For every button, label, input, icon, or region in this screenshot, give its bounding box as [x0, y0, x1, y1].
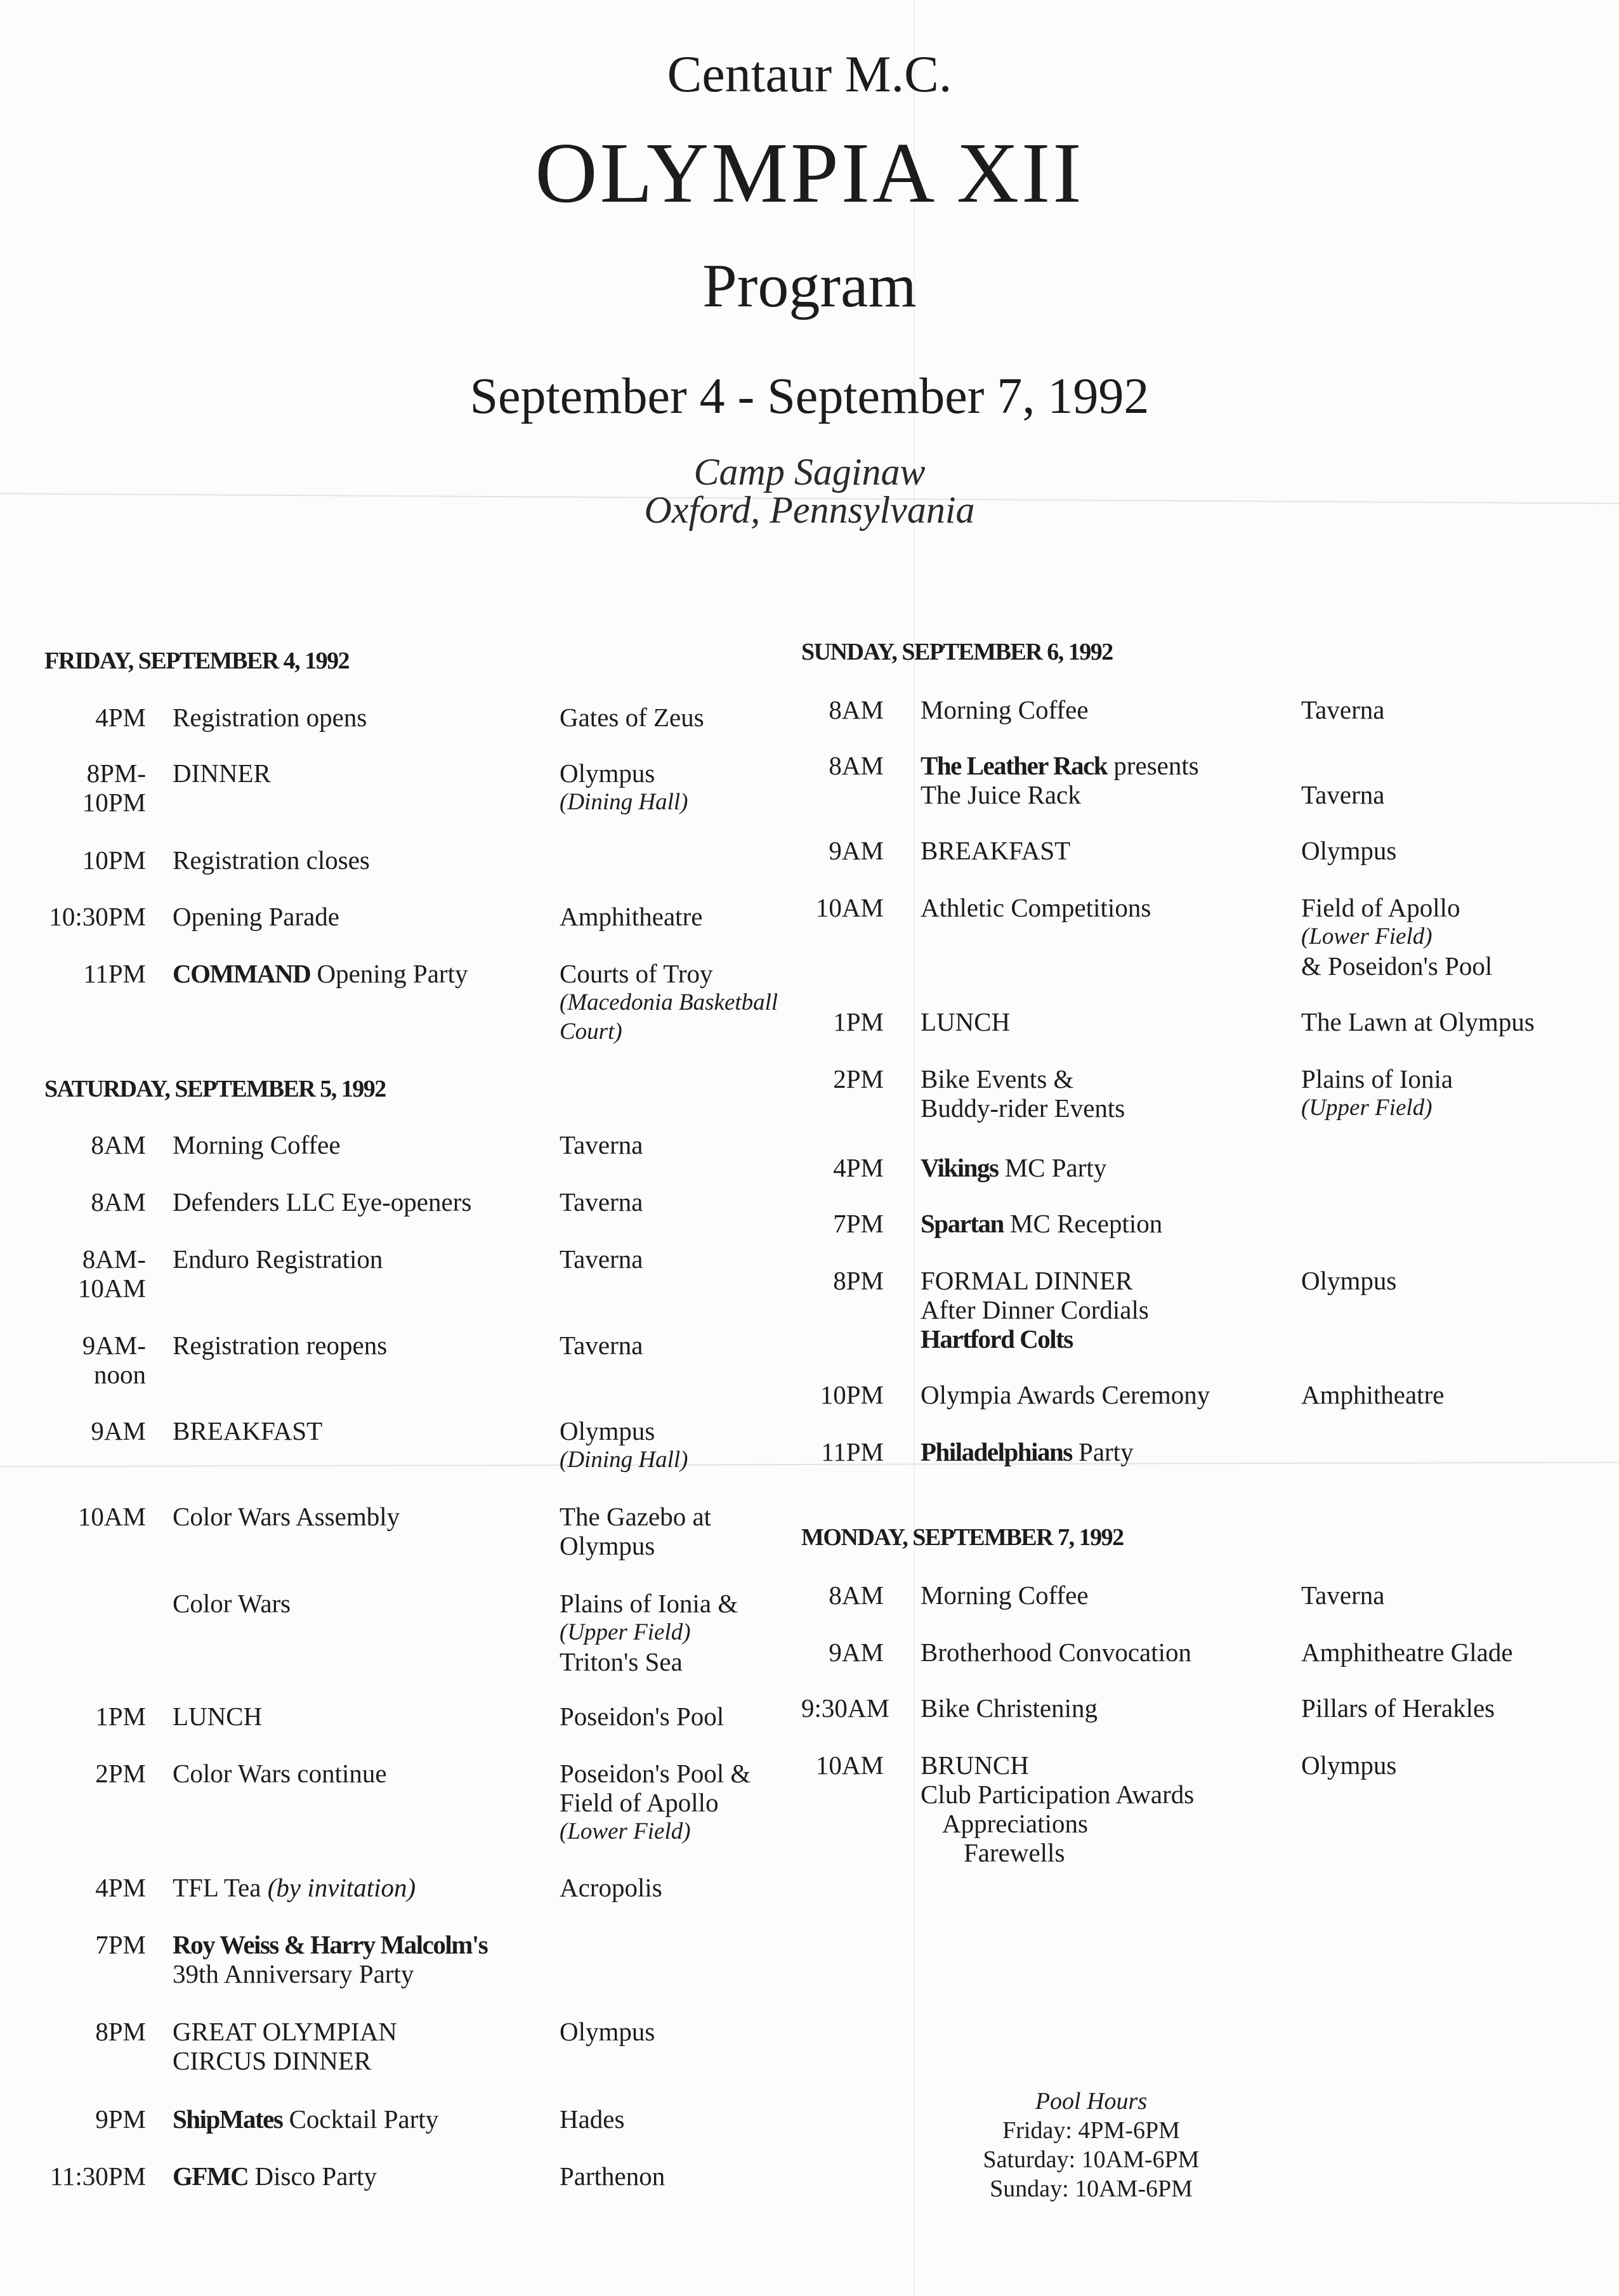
event-activity: Registration closes: [173, 845, 370, 875]
event-activity: BRUNCH: [921, 1751, 1029, 1780]
day-heading-sunday: SUNDAY, SEPTEMBER 6, 1992: [801, 639, 1113, 665]
event-location: Poseidon's Pool: [560, 1702, 724, 1731]
event-activity: After Dinner Cordials: [921, 1295, 1149, 1324]
event-location: Taverna: [1301, 1581, 1385, 1610]
event-activity: 39th Anniversary Party: [173, 1959, 414, 1988]
event-time: 7PM: [95, 1930, 146, 1959]
event-activity: presents: [1107, 751, 1199, 780]
event-time: 11PM: [821, 1437, 884, 1466]
event-location: Taverna: [560, 1130, 643, 1159]
event-location: Plains of Ionia &: [560, 1589, 738, 1618]
event-activity: TFL Tea: [173, 1873, 261, 1902]
venue-city: Oxford, Pennsylvania: [644, 489, 975, 531]
event-time: 9AM- noon: [82, 1331, 146, 1389]
event-activity: Morning Coffee: [921, 1581, 1089, 1610]
event-activity: LUNCH: [921, 1007, 1011, 1036]
event-activity: Opening Party: [310, 959, 468, 988]
event-location: Amphitheatre Glade: [1301, 1638, 1513, 1667]
event-time: 10AM: [77, 1502, 146, 1531]
event-activity: DINNER: [173, 759, 271, 788]
event-activity: Morning Coffee: [173, 1130, 341, 1159]
day-heading-monday: MONDAY, SEPTEMBER 7, 1992: [801, 1524, 1124, 1551]
event-activity: BREAKFAST: [173, 1416, 323, 1445]
event-location: Olympus: [560, 1416, 655, 1445]
event-location: Olympus: [1301, 836, 1397, 865]
event-location: Pillars of Herakles: [1301, 1693, 1495, 1723]
event-activity: Defenders LLC Eye-openers: [173, 1187, 472, 1216]
event-activity: MC Party: [998, 1153, 1107, 1182]
event-activity: Party: [1072, 1437, 1134, 1466]
event-location: Taverna: [560, 1187, 643, 1216]
event-location: Hades: [560, 2104, 625, 2134]
event-activity: Club Participation Awards: [921, 1780, 1195, 1809]
event-time: 8PM: [833, 1266, 884, 1295]
event-time: 8AM: [829, 751, 884, 780]
event-activity: Athletic Competitions: [921, 893, 1151, 922]
club-name-bold: GFMC: [173, 2162, 249, 2191]
event-activity: Registration reopens: [173, 1331, 388, 1360]
event-location-note: (Dining Hall): [560, 789, 688, 815]
event-time: 9AM: [91, 1416, 146, 1445]
event-location: Taverna: [1301, 695, 1385, 724]
event-location: Poseidon's Pool &: [560, 1759, 751, 1788]
event-time: 1PM: [833, 1007, 884, 1036]
event-location: Amphitheatre: [1301, 1380, 1445, 1409]
event-activity-note: (by invitation): [267, 1873, 416, 1902]
club-name-bold: Philadelphians: [921, 1437, 1072, 1466]
event-activity: The Juice Rack: [921, 780, 1081, 809]
event-time: 2PM: [95, 1759, 146, 1788]
event-location: Taverna: [560, 1244, 643, 1274]
event-location: Acropolis: [560, 1873, 662, 1902]
event-location: Field of Apollo: [1301, 893, 1460, 922]
event-time: 8AM: [91, 1187, 146, 1216]
event-location: The Lawn at Olympus: [1301, 1007, 1535, 1036]
event-time: 4PM: [95, 1873, 146, 1902]
event-time: 8AM: [91, 1130, 146, 1159]
event-activity: Registration opens: [173, 703, 367, 732]
club-name-bold: The Leather Rack: [921, 751, 1108, 780]
event-activity: FORMAL DINNER: [921, 1266, 1133, 1295]
pool-hours: [914, 2087, 1269, 2203]
event-location-note: (Lower Field): [1301, 923, 1432, 949]
event-activity: GREAT OLYMPIAN: [173, 2017, 397, 2046]
event-activity: Disco Party: [248, 2162, 377, 2191]
pool-hours-title: Pool Hours: [1035, 2088, 1148, 2115]
event-location: Field of Apollo: [560, 1788, 719, 1817]
event-activity: Hartford Colts: [921, 1324, 1073, 1353]
event-location: Olympus: [560, 2017, 655, 2046]
event-activity: Color Wars continue: [173, 1759, 387, 1788]
event-time: 9:30AM: [801, 1693, 889, 1723]
event-location: Courts of Troy: [560, 959, 713, 988]
event-activity: BREAKFAST: [921, 836, 1071, 865]
event-activity: Color Wars: [173, 1589, 291, 1618]
event-location: Olympus: [1301, 1266, 1397, 1295]
event-time: 7PM: [833, 1209, 884, 1238]
event-location: Plains of Ionia: [1301, 1064, 1453, 1093]
event-activity: Bike Events &: [921, 1064, 1074, 1093]
day-heading-friday: FRIDAY, SEPTEMBER 4, 1992: [44, 648, 350, 674]
event-activity: Farewells: [964, 1838, 1065, 1867]
event-time: 9AM: [829, 1638, 884, 1667]
pool-hours-sunday: Sunday: 10AM-6PM: [990, 2175, 1193, 2202]
event-time: 8AM- 10AM: [77, 1244, 146, 1303]
club-name-bold: COMMAND: [173, 959, 311, 988]
event-time: 9PM: [95, 2104, 146, 2134]
event-activity: Cocktail Party: [282, 2104, 439, 2134]
event-activity: Enduro Registration: [173, 1244, 383, 1274]
event-location: & Poseidon's Pool: [1301, 951, 1493, 981]
event-activity: Morning Coffee: [921, 695, 1089, 724]
event-location-note: (Dining Hall): [560, 1447, 688, 1473]
event-time: 1PM: [95, 1702, 146, 1731]
event-activity: Buddy-rider Events: [921, 1093, 1125, 1123]
pool-hours-saturday: Saturday: 10AM-6PM: [983, 2146, 1200, 2173]
event-location: Olympus: [1301, 1751, 1397, 1780]
event-time: 10PM: [820, 1380, 884, 1409]
event-location: Triton's Sea: [560, 1647, 683, 1676]
event-title: OLYMPIA XII: [535, 126, 1084, 221]
event-location-note: (Upper Field): [1301, 1095, 1432, 1121]
event-activity: LUNCH: [173, 1702, 263, 1731]
event-location: Parthenon: [560, 2162, 665, 2191]
event-location: Olympus: [560, 759, 655, 788]
event-time: 4PM: [833, 1153, 884, 1182]
event-activity: Bike Christening: [921, 1693, 1098, 1723]
event-activity: Appreciations: [942, 1809, 1088, 1838]
event-time: 11:30PM: [49, 2162, 146, 2191]
event-activity: Opening Parade: [173, 902, 339, 931]
event-time: 8AM: [829, 1581, 884, 1610]
event-location: Olympus: [560, 1531, 655, 1560]
program-heading: Program: [702, 252, 917, 320]
day-heading-saturday: SATURDAY, SEPTEMBER 5, 1992: [44, 1076, 386, 1102]
event-activity: Roy Weiss & Harry Malcolm's: [173, 1930, 488, 1959]
event-activity: CIRCUS DINNER: [173, 2046, 372, 2075]
pool-hours-friday: Friday: 4PM-6PM: [1002, 2117, 1180, 2144]
event-activity: Brotherhood Convocation: [921, 1638, 1192, 1667]
venue-camp: Camp Saginaw: [693, 451, 926, 493]
event-location: Taverna: [1301, 780, 1385, 809]
event-time: 9AM: [829, 836, 884, 865]
event-activity: Olympia Awards Ceremony: [921, 1380, 1210, 1409]
event-time: 8PM: [95, 2017, 146, 2046]
event-location-note: Court): [560, 1019, 622, 1045]
club-name-bold: Vikings: [921, 1153, 999, 1182]
event-time: 11PM: [83, 959, 146, 988]
club-name-bold: Spartan: [921, 1209, 1004, 1238]
event-time: 4PM: [95, 703, 146, 732]
event-location-note: (Lower Field): [560, 1818, 691, 1844]
event-time: 10PM: [82, 845, 146, 875]
event-location-note: (Macedonia Basketball: [560, 989, 778, 1015]
event-time: 8AM: [829, 695, 884, 724]
club-name-bold: ShipMates: [173, 2104, 283, 2134]
event-location: Amphitheatre: [560, 902, 703, 931]
event-activity: MC Reception: [1003, 1209, 1163, 1238]
event-location: Gates of Zeus: [560, 703, 704, 732]
event-time: 10AM: [815, 1751, 884, 1780]
paper-fold-line: [914, 0, 915, 2296]
event-time: 10AM: [815, 893, 884, 922]
event-location: Taverna: [560, 1331, 643, 1360]
event-location: The Gazebo at: [560, 1502, 712, 1531]
event-dates: September 4 - September 7, 1992: [469, 369, 1150, 424]
event-location-note: (Upper Field): [560, 1619, 691, 1645]
event-time: 10:30PM: [49, 902, 146, 931]
event-time: 2PM: [833, 1064, 884, 1093]
event-activity: Color Wars Assembly: [173, 1502, 400, 1531]
club-name: Centaur M.C.: [667, 45, 952, 103]
event-time: 8PM- 10PM: [82, 759, 146, 817]
